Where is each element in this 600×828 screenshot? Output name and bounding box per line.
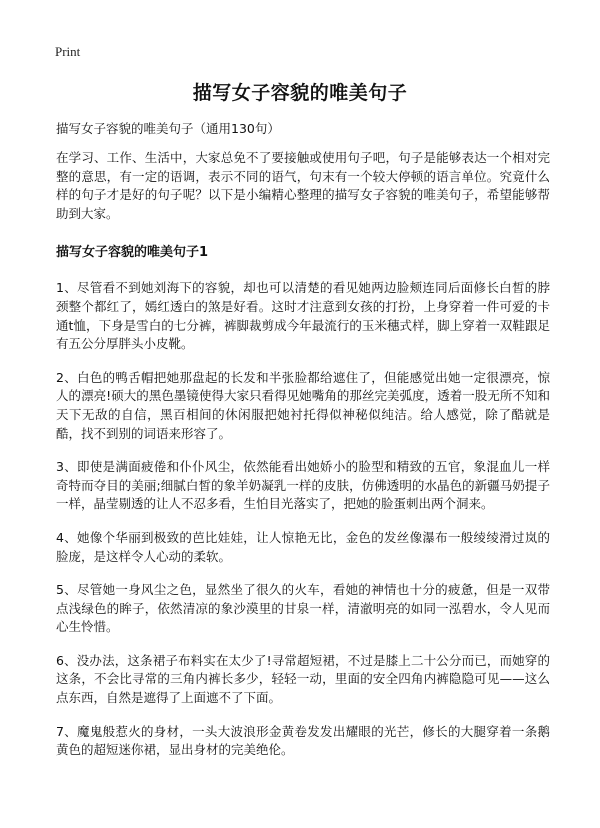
- article-body: [56, 120, 550, 775]
- list-item: 1、尽管看不到她刘海下的容貌，却也可以清楚的看见她两边脸颊连同后面修长白皙的脖颈整个都红了，嫣红透白的煞是好看。这时才注意到女孩的打扮，上身穿着一件可爱的卡通t恤，下身是雪白的七分裤，裤脚裁剪成今年最流行的玉米穗式样，脚上穿着一双鞋跟足有五公分厚胖头小皮靴。: [56, 280, 550, 352]
- list-item: 6、没办法，这条裙子布料实在太少了!寻常超短裙，不过是膝上二十公分而已，而她穿的这条，不会比寻常的三角内裤长多少，轻轻一动，里面的安全四角内裤隐隐可见——这么点东西，自然是遮得了上面遮不了下面。: [56, 652, 550, 706]
- list-item: 2、白色的鸭舌帽把她那盘起的长发和半张脸都给遮住了，但能感觉出她一定很漂亮，惊人的漂亮!硕大的黑色墨镜使得大家只看得见她嘴角的那丝完美弧度，透着一股无所不知和天下无敌的自信，黑百相间的休闲服把她衬托得似神秘似纯洁。给人感觉，除了酷就是酷，找不到别的词语来形容了。: [56, 369, 550, 441]
- page-title: 描写女子容貌的唯美句子: [192, 82, 408, 104]
- list-item: 4、她像个华丽到极致的芭比娃娃，让人惊艳无比，金色的发丝像瀑布一般绫绫滑过岚的脸庞，是这样令人心动的柔软。: [56, 529, 550, 564]
- section-heading: 描写女子容貌的唯美句子1: [56, 245, 209, 261]
- list-item: 5、尽管她一身风尘之色，显然坐了很久的火车，看她的神情也十分的疲惫，但是一双带点浅绿色的眸子，依然清凉的象沙漠里的甘泉一样，清澈明亮的如同一泓碧水，令人见而心生怜惜。: [56, 582, 550, 635]
- article-subtitle: 描写女子容貌的唯美句子（通用130句）: [56, 121, 280, 136]
- intro-paragraph: 在学习、工作、生活中，大家总免不了要接触或使用句子吧，句子是能够表达一个相对完整的意思，有一定的语调，表示不同的语气，句末有一个较大停顿的语言单位。究竟什么样的句子才是好的句子呢？以下是小编精心整理的描写女子容貌的唯美句子，希望能够帮助到大家。: [56, 150, 550, 221]
- print-link[interactable]: Print: [55, 44, 81, 59]
- list-item: 3、即使是满面疲倦和仆仆风尘，依然能看出她娇小的脸型和精致的五官，象混血儿一样奇特而夺目的美丽;细腻白皙的象羊奶凝乳一样的皮肤，仿佛透明的水晶色的新疆马奶提子一样，晶莹剔透的让人不忍多看，生怕目光落实了，把她的脸蛋刺出两个洞来。: [56, 459, 550, 512]
- list-item: 7、魔鬼般惹火的身材，一头大波浪形金黄卷发发出耀眼的光芒，修长的大腿穿着一条鹅黄色的超短迷你裙，显出身材的完美绝伦。: [56, 723, 550, 758]
